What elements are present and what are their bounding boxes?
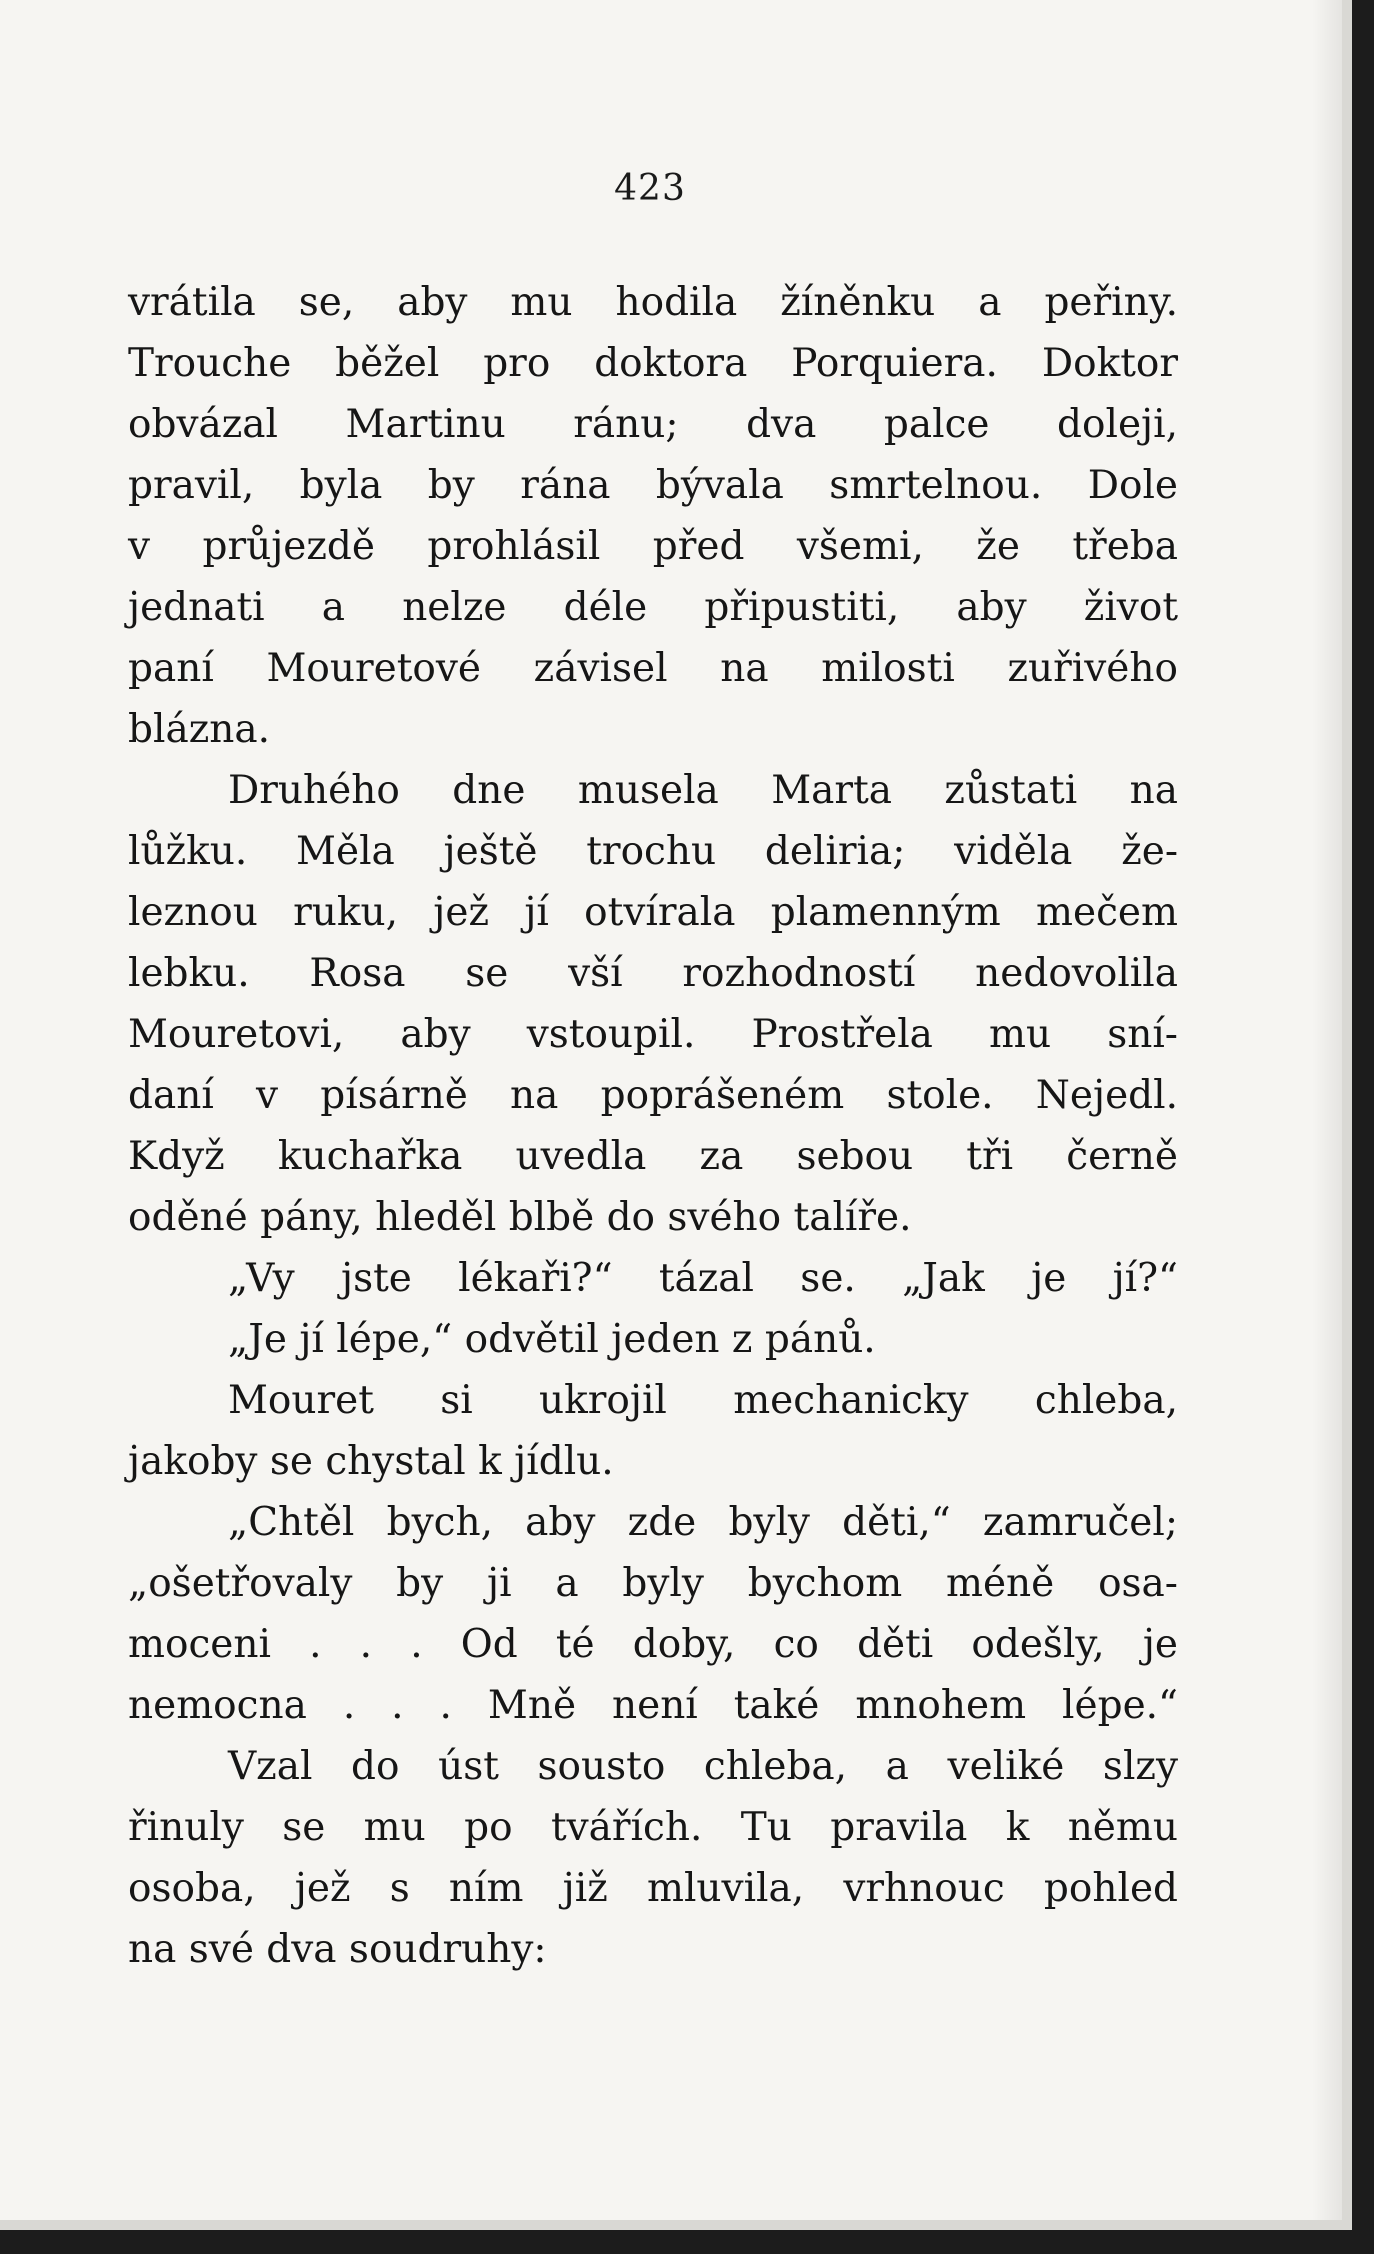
page-number: 423 — [614, 168, 686, 209]
text-line: „Vy jste lékaři?“ tázal se. „Jak je jí?“ — [228, 1256, 1178, 1301]
text-line: vrátila se, aby mu hodila žíněnku a peřiny. — [128, 280, 1178, 325]
text-line: oděné pány, hleděl blbě do svého talíře. — [128, 1195, 912, 1240]
text-line: leznou ruku, jež jí otvírala plamenným mečem — [128, 890, 1178, 935]
text-line: blázna. — [128, 707, 271, 752]
text-line: „Je jí lépe,“ odvětil jeden z pánů. — [228, 1317, 876, 1362]
text-line: osoba, jež s ním již mluvila, vrhnouc pohled — [128, 1866, 1178, 1911]
text-line: nemocna . . . Mně není také mnohem lépe.“ — [128, 1683, 1178, 1728]
text-line: moceni . . . Od té doby, co děti odešly, je — [128, 1622, 1178, 1667]
text-line: Druhého dne musela Marta zůstati na — [228, 768, 1178, 813]
text-line: lebku. Rosa se vší rozhodností nedovolila — [128, 951, 1178, 996]
text-line: daní v písárně na poprášeném stole. Nejedl. — [128, 1073, 1178, 1118]
text-line: lůžku. Měla ještě trochu deliria; viděla že- — [128, 829, 1178, 874]
text-line: pravil, byla by rána bývala smrtelnou. Dole — [128, 463, 1178, 508]
text-line: paní Mouretové závisel na milosti zuřivého — [128, 646, 1178, 691]
text-line: Trouche běžel pro doktora Porquiera. Doktor — [128, 341, 1178, 386]
text-line: na své dva soudruhy: — [128, 1927, 547, 1972]
text-line: Mouretovi, aby vstoupil. Prostřela mu sní- — [128, 1012, 1178, 1057]
text-line: jakoby se chystal k jídlu. — [128, 1439, 614, 1484]
text-line: v průjezdě prohlásil před všemi, že třeba — [128, 524, 1178, 569]
text-line: Když kuchařka uvedla za sebou tři černě — [128, 1134, 1178, 1179]
text-line: Mouret si ukrojil mechanicky chleba, — [228, 1378, 1178, 1423]
text-line: řinuly se mu po tvářích. Tu pravila k němu — [128, 1805, 1178, 1850]
page-edge-shadow — [1312, 0, 1342, 2220]
text-line: „ošetřovaly by ji a byly bychom méně osa- — [128, 1561, 1178, 1606]
text-line: „Chtěl bych, aby zde byly děti,“ zamručel; — [228, 1500, 1178, 1545]
text-line: obvázal Martinu ránu; dva palce doleji, — [128, 402, 1178, 447]
body-text — [128, 272, 1178, 1980]
text-line: Vzal do úst sousto chleba, a veliké slzy — [228, 1744, 1178, 1789]
text-line: jednati a nelze déle připustiti, aby život — [128, 585, 1178, 630]
